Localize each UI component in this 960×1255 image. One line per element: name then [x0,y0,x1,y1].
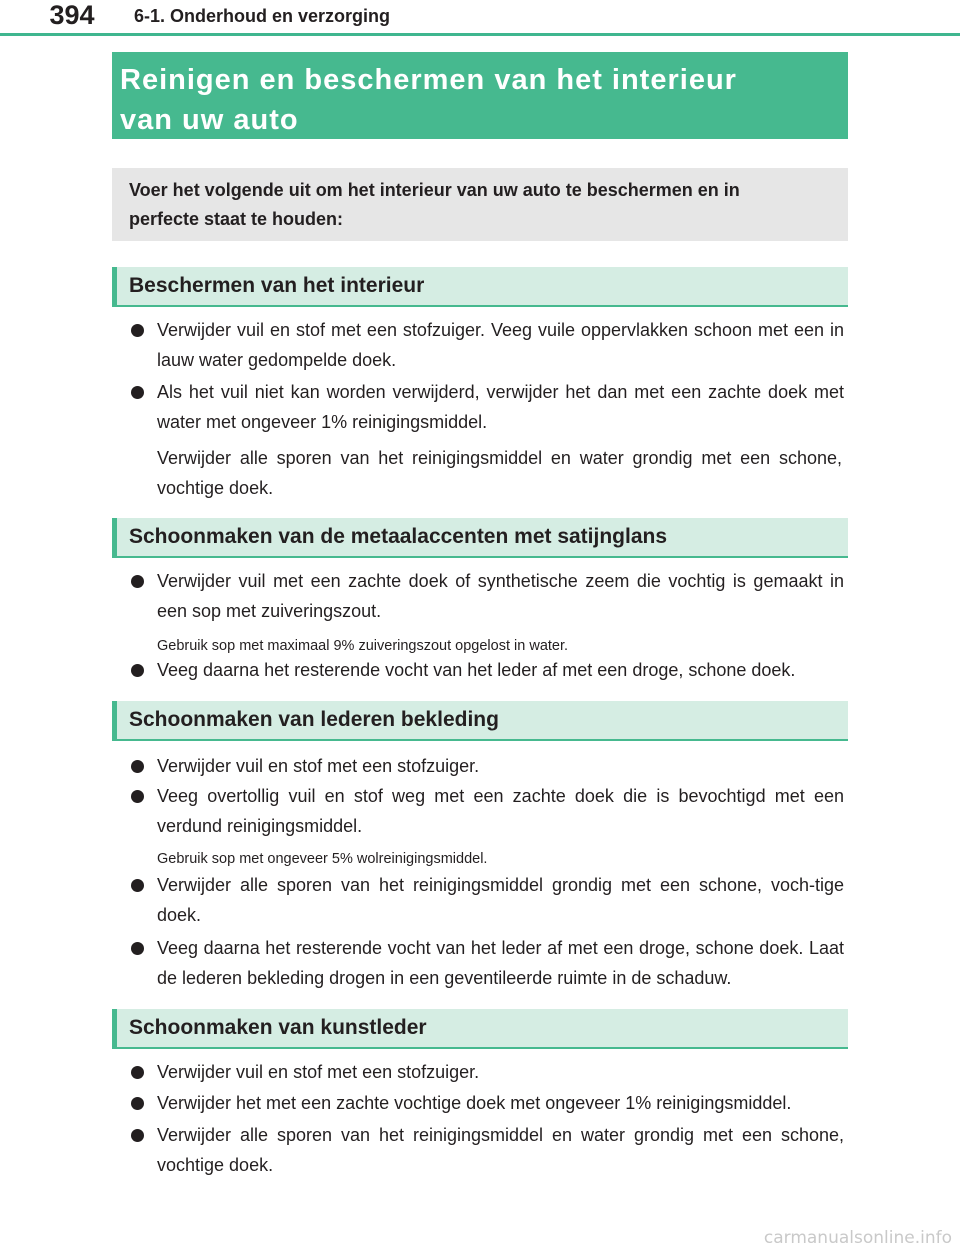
section-heading-text: Schoonmaken van lederen bekleding [129,708,499,731]
list-item-text: Verwijder vuil en stof met een stofzuiger. Veeg vuile oppervlakken schoon met een in lauw water gedompelde doek. [157,320,844,370]
intro-line-2: perfecte staat te houden: [129,209,344,229]
title-band [112,52,848,139]
list-item [128,1088,844,1118]
intro-line-1: Voer het volgende uit om het interieur van uw auto te beschermen en in [129,180,740,200]
list-item [128,870,844,930]
section-heading-interior-protection [112,267,848,307]
bullet-icon [131,386,144,399]
bullet-icon [131,324,144,337]
note: Gebruik sop met maximaal 9% zuiveringszout opgelost in water. [157,638,569,654]
list-item [128,655,844,685]
list-item-text: Verwijder het met een zachte vochtige doek met ongeveer 1% reinigingsmiddel. [157,1093,792,1113]
bullet-icon [131,879,144,892]
section-heading-satin-metal [112,518,848,558]
intro-box [112,168,848,241]
list-item [128,933,844,993]
section-heading-text: Beschermen van het interieur [129,274,425,297]
list-item-text: Veeg daarna het resterende vocht van het leder af met een droge, schone doek. Laat de lederen bekleding drogen in een geventileerde ruimte in de schaduw. [157,938,844,988]
watermark: carmanualsonline.info [763,1228,952,1248]
list-item-text: Verwijder vuil en stof met een stofzuiger. [157,1062,480,1082]
paragraph: Verwijder alle sporen van het reinigingsmiddel en water grondig met een schone, vochtige doek. [157,448,842,498]
bullet-icon [131,790,144,803]
list-item [128,315,844,375]
list-item [128,566,844,626]
list-item-text: Als het vuil niet kan worden verwijderd, verwijder het dan met een zachte doek met water met ongeveer 1% reinigingsmiddel. [157,382,844,432]
section-heading-leather [112,701,848,741]
page-header [0,0,960,40]
list-item-text: Veeg daarna het resterende vocht van het leder af met een droge, schone doek. [157,660,796,680]
bullet-icon [131,1097,144,1110]
header-rule [0,33,960,36]
list-item-text: Verwijder alle sporen van het reinigingsmiddel en water grondig met een schone, vochtige doek. [157,1125,844,1175]
list-item-text: Veeg overtollig vuil en stof weg met een zachte doek die is bevochtigd met een verdund reinigingsmiddel. [157,786,844,836]
page-title-line-1: Reinigen en beschermen van het interieur [120,64,737,96]
page-number: 394 [49,0,95,30]
page-title-line-2: van uw auto [120,104,299,136]
section-heading-artificial-leather [112,1009,848,1049]
list-item [128,1120,844,1180]
intro-text [129,176,829,234]
section-heading-text: Schoonmaken van kunstleder [129,1016,427,1039]
list-item-text: Verwijder alle sporen van het reinigingsmiddel grondig met een schone, voch-tige doek. [157,875,844,925]
bullet-icon [131,942,144,955]
section-heading-text: Schoonmaken van de metaalaccenten met satijnglans [129,525,668,548]
list-item [128,781,844,841]
list-item [128,751,844,781]
bullet-icon [131,760,144,773]
bullet-icon [131,575,144,588]
page-title [120,60,800,140]
list-item-text: Verwijder vuil en stof met een stofzuiger. [157,756,480,776]
list-item [128,377,844,437]
bullet-icon [131,1129,144,1142]
bullet-icon [131,1066,144,1079]
bullet-icon [131,664,144,677]
note: Gebruik sop met ongeveer 5% wolreinigingsmiddel. [157,851,488,867]
list-item [128,1057,844,1087]
list-item-text: Verwijder vuil met een zachte doek of synthetische zeem die vochtig is gemaakt in een sop met zuiveringszout. [157,571,844,621]
section-reference: 6-1. Onderhoud en verzorging [134,6,391,26]
